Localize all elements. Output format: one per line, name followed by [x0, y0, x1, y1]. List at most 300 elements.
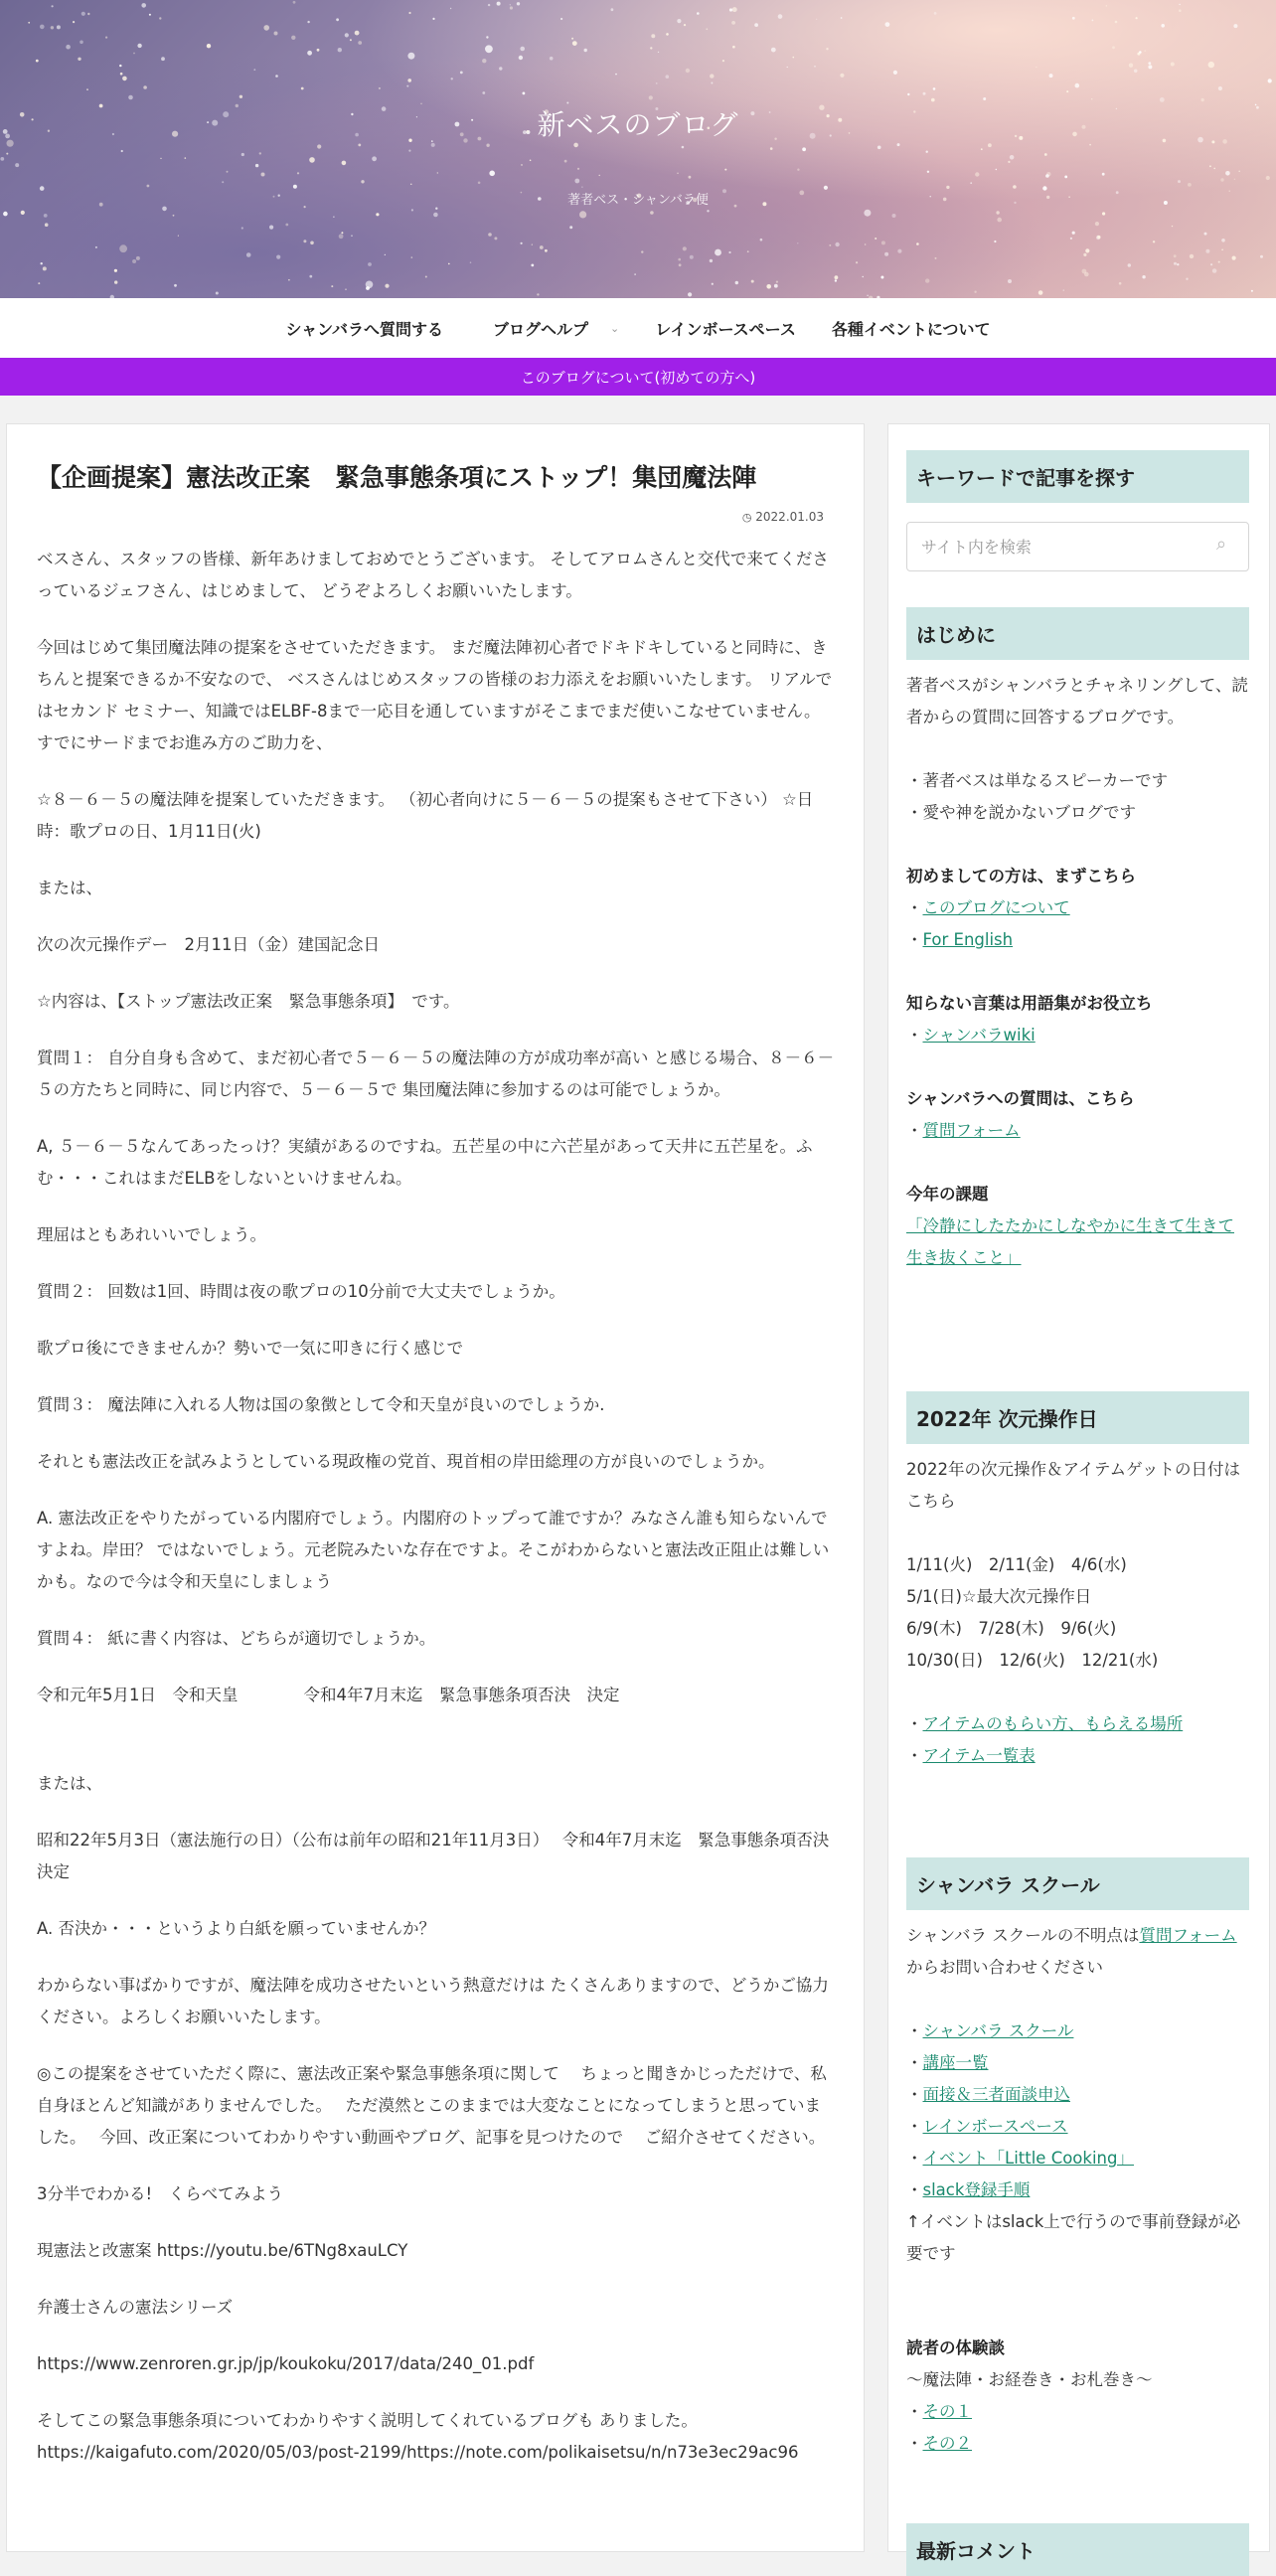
sparkle-dot — [787, 67, 788, 68]
link-row: ・面接＆三者面談申込 — [906, 2085, 1070, 2104]
school-link[interactable]: シャンバラ スクール — [922, 2021, 1074, 2040]
sparkle-dot — [114, 280, 117, 283]
sparkle-dot — [485, 45, 493, 53]
sparkle-dot — [893, 71, 897, 75]
sparkle-dot — [997, 218, 1002, 223]
readers-heading: 読者の体験談 — [906, 2338, 1005, 2357]
sidebar — [887, 423, 1270, 2563]
cooking-event-link[interactable]: イベント「Little Cooking」 — [922, 2149, 1134, 2168]
sparkle-dot — [732, 46, 735, 49]
sparkle-dot — [829, 244, 831, 246]
sparkle-dot — [1174, 262, 1177, 265]
link-row — [906, 1210, 1249, 1274]
sparkle-dot — [1174, 254, 1177, 257]
sparkle-dot — [1232, 256, 1236, 260]
site-title[interactable]: 新ベスのブログ — [537, 108, 739, 141]
article-card — [6, 423, 865, 2552]
paragraph: わからない事ばかりですが、魔法陣を成功させたいという熱意だけは たくさんありますので、どうかご協力ください。よろしくお願いいたします。 — [37, 1976, 829, 2026]
sparkle-dot — [760, 239, 763, 242]
paragraph: 質問１： 自分自身も含めて、まだ初心者で５－６－５の魔法陣の方が成功率が高い と感じる場合、８－６－５の方たちと同時に、同じ内容で、５－６－５で 集団魔法陣に参加するのは可能でしょうか。 — [37, 1048, 835, 1099]
courses-link[interactable]: 講座一覧 — [922, 2053, 989, 2072]
sparkle-dot — [147, 185, 150, 188]
sparkle-dot — [916, 242, 919, 245]
readers-sub: 〜魔法陣・お経巻き・お札巻き〜 — [906, 2370, 1153, 2389]
sparkle-dot — [137, 44, 141, 48]
readers-widget — [906, 2333, 1249, 2460]
sparkle-dot — [884, 252, 888, 256]
sparkle-dot — [715, 249, 721, 256]
sparkle-dot — [581, 187, 582, 188]
paragraph: https://kaigafuto.com/2020/05/03/post-2199/https://note.com/polikaisetsu/n/n73e3ec29ac96 — [37, 2443, 799, 2462]
paragraph: ☆内容は、【ストップ憲法改正案 緊急事態条項】 です。 — [37, 992, 460, 1011]
sparkle-dot — [1225, 171, 1230, 176]
sparkle-dot — [550, 57, 554, 61]
sparkle-dot — [1119, 282, 1122, 285]
sparkle-dot — [274, 32, 278, 36]
sparkle-dot — [1142, 275, 1145, 278]
sparkle-dot — [826, 48, 828, 50]
intro-text: 著者ベスがシャンバラとチャネリングして、読者からの質問に回答するブログです。 — [906, 676, 1248, 726]
sparkle-dot — [751, 280, 754, 283]
sparkle-dot — [105, 37, 107, 39]
bokeh-background — [0, 0, 1276, 298]
sparkle-dot — [517, 2, 520, 5]
for-english-link[interactable]: For English — [922, 930, 1014, 949]
sparkle-dot — [376, 213, 379, 216]
sparkle-dot — [1200, 98, 1203, 101]
sparkle-dot — [366, 281, 374, 289]
sparkle-dot — [564, 160, 567, 163]
sparkle-dot — [864, 210, 871, 217]
sparkle-dot — [1044, 153, 1047, 156]
link-row: ・レインボースペース — [906, 2117, 1068, 2136]
sparkle-dot — [540, 245, 544, 249]
sparkle-dot — [259, 152, 261, 154]
ops-date-row: 6/9(木) 7/28(木) 9/6(火) — [906, 1619, 1117, 1638]
sparkle-dot — [1161, 24, 1165, 28]
sparkle-dot — [497, 2, 501, 6]
sparkle-dot — [770, 147, 773, 150]
sparkle-dot — [1066, 90, 1068, 92]
sparkle-dot — [641, 250, 643, 252]
sparkle-dot — [448, 263, 450, 265]
sparkle-dot — [666, 75, 670, 79]
sparkle-dot — [73, 21, 75, 23]
interview-link[interactable]: 面接＆三者面談申込 — [922, 2085, 1070, 2104]
experience-link-1[interactable]: その１ — [922, 2402, 972, 2421]
sparkle-dot — [684, 24, 686, 26]
sparkle-dot — [408, 150, 410, 152]
sparkle-dot — [793, 57, 795, 59]
paragraph: A. 否決か・・・というより白紙を願っていませんか？ — [37, 1919, 435, 1938]
sparkle-dot — [133, 53, 135, 55]
sparkle-dot — [141, 3, 146, 8]
paragraph: 令和元年5月1日 令和天皇 令和4年7月末迄 緊急事態条項否決 決定 — [37, 1686, 620, 1704]
sparkle-dot — [451, 78, 453, 80]
sparkle-dot — [317, 49, 320, 52]
link-row: ・その２ — [906, 2434, 972, 2453]
sparkle-dot — [797, 242, 798, 243]
rainbow-space-link[interactable]: レインボースペース — [922, 2117, 1068, 2136]
sparkle-dot — [185, 157, 187, 159]
sparkle-dot — [530, 160, 532, 162]
sparkle-dot — [1148, 62, 1151, 65]
sparkle-dot — [934, 12, 937, 15]
sparkle-dot — [379, 87, 381, 89]
sparkle-dot — [307, 51, 312, 56]
sparkle-dot — [907, 93, 909, 95]
school-widget — [906, 1857, 1249, 2270]
item-list-link[interactable]: アイテム一覧表 — [922, 1746, 1036, 1765]
sparkle-dot — [52, 5, 54, 7]
first-time-heading: 初めましての方は、まずこちら — [906, 867, 1136, 886]
chevron-down-icon: ⌄ — [610, 321, 620, 335]
sparkle-dot — [241, 227, 243, 229]
sparkle-dot — [1172, 226, 1173, 227]
sparkle-dot — [136, 256, 140, 260]
sparkle-dot — [537, 293, 539, 295]
sparkle-dot — [358, 144, 361, 147]
sparkle-dot — [361, 180, 364, 183]
sparkle-dot — [406, 85, 408, 87]
sparkle-dot — [159, 17, 161, 19]
sparkle-dot — [975, 172, 979, 176]
sparkle-dot — [682, 146, 685, 149]
sparkle-dot — [345, 289, 346, 290]
link-row: ・その１ — [906, 2402, 972, 2421]
sparkle-dot — [1137, 53, 1140, 56]
sparkle-dot — [3, 212, 8, 217]
sparkle-dot — [706, 28, 708, 30]
sparkle-dot — [865, 243, 867, 245]
sparkle-dot — [686, 69, 690, 73]
sparkle-dot — [1136, 17, 1138, 19]
sparkle-dot — [478, 182, 481, 185]
sparkle-dot — [931, 98, 935, 102]
sparkle-dot — [925, 278, 929, 282]
sparkle-dot — [1072, 232, 1075, 235]
sparkle-dot — [656, 82, 658, 84]
sparkle-dot — [732, 7, 737, 12]
widget-title-school: シャンバラ スクール — [906, 1857, 1249, 1910]
sparkle-dot — [80, 41, 83, 45]
paragraph: 歌プロ後にできませんか？勢いで一気に叩きに行く感じで — [37, 1339, 463, 1358]
sparkle-dot — [368, 262, 372, 266]
sparkle-dot — [120, 73, 123, 76]
sparkle-dot — [835, 242, 839, 246]
nav-item-rainbow-space[interactable]: レインボースペース — [655, 319, 796, 339]
notice-bar-about-link[interactable]: このブログについて(初めての方へ) — [0, 358, 1276, 396]
sparkle-dot — [707, 210, 709, 212]
sparkle-dot — [275, 75, 278, 78]
sparkle-dot — [489, 171, 495, 177]
theme-heading: 今年の課題 — [906, 1185, 989, 1204]
nav-item-ask-shambhala[interactable]: シャンバラへ質問する — [285, 319, 444, 339]
sparkle-dot — [572, 41, 577, 46]
link-row: ・For English — [906, 930, 1014, 949]
sparkle-dot — [571, 38, 573, 40]
link-row: ・シャンバラ スクール — [906, 2021, 1074, 2040]
sparkle-dot — [173, 215, 175, 217]
link-row: ・アイテムのもらい方、もらえる場所 — [906, 1714, 1184, 1733]
sparkle-dot — [358, 41, 362, 45]
sparkle-dot — [778, 14, 783, 19]
sparkle-dot — [1049, 74, 1053, 78]
sparkle-dot — [307, 21, 309, 23]
sparkle-dot — [1220, 178, 1223, 181]
sparkle-dot — [710, 259, 713, 262]
sparkle-dot — [1106, 5, 1107, 6]
sparkle-dot — [178, 236, 179, 237]
sparkle-dot — [996, 211, 999, 214]
sparkle-dot — [1205, 249, 1209, 253]
sparkle-dot — [1153, 241, 1155, 242]
paragraph: または、 — [37, 1774, 102, 1793]
sparkle-dot — [510, 4, 511, 5]
sparkle-dot — [774, 284, 778, 288]
sparkle-dot — [132, 259, 136, 263]
paragraph: 理屈はともあれいいでしょう。 — [37, 1225, 266, 1244]
sparkle-dot — [766, 284, 771, 289]
sparkle-dot — [385, 284, 389, 288]
intro-bullet: ・愛や神を説かないブログです — [906, 803, 1136, 822]
sparkle-dot — [531, 264, 534, 267]
sparkle-dot — [1144, 50, 1146, 52]
sparkle-dot — [44, 214, 48, 218]
article-title: 【企画提案】憲法改正案 緊急事態条項にストップ！集団魔法陣 — [37, 463, 757, 492]
wiki-link[interactable]: シャンバラwiki — [922, 1026, 1036, 1045]
sparkle-dot — [927, 171, 929, 173]
sparkle-dot — [856, 261, 858, 263]
widget-title-search: キーワードで記事を探す — [906, 450, 1249, 503]
sparkle-dot — [1070, 238, 1072, 240]
sparkle-dot — [814, 66, 816, 68]
paragraph: 現憲法と改憲案 https://youtu.be/6TNg8xauLCY — [37, 2241, 408, 2260]
sparkle-dot — [95, 246, 97, 248]
sparkle-dot — [372, 156, 377, 161]
sparkle-dot — [411, 209, 413, 211]
sparkle-dot — [333, 217, 334, 218]
link-row: ・イベント「Little Cooking」 — [906, 2149, 1134, 2168]
sparkle-dot — [1160, 97, 1165, 102]
sparkle-dot — [1233, 24, 1237, 28]
sparkle-dot — [697, 12, 700, 15]
sparkle-dot — [309, 157, 315, 163]
school-note: ↑イベントはslack上で行うので事前登録が必要です — [906, 2212, 1241, 2263]
sparkle-dot — [114, 269, 117, 272]
sparkle-dot — [835, 275, 839, 279]
sparkle-dot — [21, 211, 25, 215]
sparkle-dot — [875, 238, 877, 240]
sparkle-dot — [689, 176, 692, 179]
sparkle-dot — [574, 179, 579, 184]
search-icon[interactable]: ⌕ — [1216, 534, 1227, 555]
sparkle-dot — [532, 244, 533, 245]
intro-bullet: ・著者ベスは単なるスピーカーです — [906, 771, 1169, 790]
paragraph: A, ５－６－５なんてあったっけ？実績があるのですね。五芒星の中に六芒星があって天井に五芒星を。ふむ・・・これはまだELBをしないといけませんね。 — [37, 1137, 813, 1188]
sparkle-dot — [926, 151, 928, 153]
sparkle-dot — [510, 6, 513, 9]
sparkle-dot — [486, 36, 488, 38]
sparkle-dot — [1218, 86, 1222, 90]
sparkle-dot — [342, 161, 347, 166]
sparkle-dot — [1186, 278, 1188, 280]
sparkle-dot — [988, 143, 992, 147]
sparkle-dot — [521, 164, 522, 165]
sparkle-dot — [293, 1, 296, 4]
sparkle-dot — [1102, 212, 1105, 215]
sparkle-dot — [1212, 268, 1217, 273]
slack-link[interactable]: slack登録手順 — [922, 2180, 1031, 2199]
ops-widget — [906, 1391, 1249, 1772]
sparkle-dot — [488, 233, 492, 237]
sparkle-dot — [350, 39, 352, 41]
item-howto-link[interactable]: アイテムのもらい方、もらえる場所 — [922, 1714, 1184, 1733]
sparkle-dot — [1128, 263, 1131, 266]
sparkle-dot — [57, 25, 61, 29]
sparkle-dot — [227, 171, 229, 173]
sparkle-dot — [43, 266, 47, 270]
sparkle-dot — [615, 74, 617, 76]
sparkle-dot — [650, 47, 652, 49]
sparkle-dot — [577, 168, 579, 170]
sparkle-dot — [1260, 255, 1263, 258]
sparkle-dot — [1251, 290, 1253, 292]
sparkle-dot — [253, 69, 255, 71]
sparkle-dot — [1102, 173, 1105, 176]
sparkle-dot — [15, 163, 19, 167]
sparkle-dot — [255, 164, 258, 167]
sparkle-dot — [880, 276, 883, 279]
theme-link[interactable]: 「冷静にしたたかにしなやかに生きて生きて生き抜くこと」 — [906, 1216, 1234, 1267]
school-question-form-link[interactable]: 質問フォーム — [1139, 1926, 1237, 1945]
sparkle-dot — [897, 249, 901, 253]
sparkle-dot — [569, 226, 572, 229]
sparkle-dot — [1092, 20, 1094, 22]
sparkle-dot — [1129, 63, 1133, 67]
sparkle-dot — [45, 223, 49, 227]
paragraph: 質問４： 紙に書く内容は、どちらが適切でしょうか。 — [37, 1629, 436, 1648]
link-row: ・このブログについて — [906, 898, 1070, 917]
sparkle-dot — [1209, 165, 1211, 167]
sparkle-dot — [470, 261, 472, 263]
sparkle-dot — [1063, 289, 1064, 290]
paragraph: 3分半でわかる! くらべてみよう — [37, 2184, 284, 2203]
sparkle-dot — [802, 147, 806, 151]
sparkle-dot — [710, 74, 714, 78]
sparkle-dot — [650, 211, 654, 215]
sparkle-dot — [1148, 65, 1152, 69]
paragraph: A. 憲法改正をやりたがっている内閣府でしょう。内閣府のトップって誰ですか？みなさん誰も知らないんですよね。岸田？ ではないでしょう。元老院みたいな存在ですよ。そこがわからないと憲法改正阻止は難しいかも。なので今は令和天皇にしましょう — [37, 1509, 830, 1591]
sparkle-dot — [1095, 222, 1099, 226]
paragraph: それとも憲法改正を試みようとしている現政権の党首、現首相の岸田総理の方が良いのでしょうか。 — [37, 1452, 775, 1471]
sparkle-dot — [545, 249, 548, 252]
sparkle-dot — [437, 172, 438, 173]
nav-item-blog-help[interactable]: ブログヘルプ ⌄ — [493, 319, 620, 339]
sparkle-dot — [1208, 62, 1214, 68]
sparkle-dot — [1008, 279, 1012, 283]
link-row: ・講座一覧 — [906, 2053, 989, 2072]
sparkle-dot — [1134, 70, 1138, 74]
sparkle-dot — [355, 31, 360, 36]
sparkle-dot — [923, 92, 926, 95]
sparkle-dot — [425, 276, 427, 278]
sparkle-dot — [573, 143, 578, 148]
sparkle-dot — [712, 283, 714, 285]
paragraph: ベスさん、スタッフの皆様、新年あけましておめでとうございます。 そしてアロムさんと交代で来てくださっているジェフさん、はじめまして、 どうぞよろしくお願いいたします。 — [37, 550, 829, 600]
sparkle-dot — [482, 91, 485, 94]
ops-date-row: 10/30(日) 12/6(火) 12/21(水) — [906, 1651, 1159, 1670]
sparkle-dot — [840, 74, 844, 78]
sparkle-dot — [331, 285, 333, 287]
sparkle-dot — [1112, 46, 1115, 49]
experience-link-2[interactable]: その２ — [922, 2434, 972, 2453]
sparkle-dot — [407, 53, 414, 60]
ops-text: 2022年の次元操作＆アイテムゲットの日付はこちら — [906, 1460, 1241, 1511]
sparkle-dot — [933, 87, 936, 90]
article-body — [37, 544, 846, 2469]
sparkle-dot — [1218, 261, 1220, 263]
sparkle-dot — [149, 14, 151, 16]
sparkle-dot — [336, 18, 339, 21]
sparkle-dot — [431, 143, 435, 147]
sparkle-dot — [1178, 180, 1181, 183]
link-row: ・アイテム一覧表 — [906, 1746, 1036, 1765]
ops-date-row: 1/11(火) 2/11(金) 4/6(水) — [906, 1555, 1127, 1574]
sparkle-dot — [341, 232, 343, 234]
sparkle-dot — [520, 47, 525, 52]
sparkle-dot — [433, 213, 438, 218]
sparkle-dot — [285, 224, 288, 227]
sparkle-dot — [1188, 183, 1192, 187]
sparkle-dot — [892, 214, 896, 218]
about-blog-link[interactable]: このブログについて — [922, 898, 1070, 917]
link-row: ・slack登録手順 — [906, 2180, 1031, 2199]
sparkle-dot — [317, 144, 321, 148]
sparkle-dot — [1238, 171, 1240, 173]
sparkle-dot — [66, 45, 71, 50]
sparkle-dot — [411, 256, 413, 258]
sparkle-dot — [841, 17, 843, 19]
paragraph: ☆８－６－５の魔法陣を提案していただきます。 （初心者向けに５－６－５の提案もさせて下さい） ☆日時：歌プロの日、1月11日(火) — [37, 790, 814, 841]
search-input[interactable] — [906, 522, 1249, 571]
sparkle-dot — [634, 273, 635, 274]
sparkle-dot — [649, 95, 653, 99]
sparkle-dot — [1266, 176, 1270, 180]
main-nav — [0, 298, 1276, 358]
sparkle-dot — [174, 284, 177, 287]
sparkle-dot — [276, 255, 280, 259]
sparkle-dot — [310, 242, 314, 245]
sparkle-dot — [877, 146, 881, 150]
nav-item-events[interactable]: 各種イベントについて — [831, 319, 991, 339]
sparkle-dot — [410, 184, 411, 185]
sparkle-dot — [523, 92, 526, 95]
sparkle-dot — [729, 8, 732, 11]
sparkle-dot — [1072, 17, 1075, 20]
sparkle-dot — [1268, 79, 1272, 82]
sparkle-dot — [731, 21, 735, 25]
sparkle-dot — [122, 77, 127, 81]
sparkle-dot — [885, 22, 890, 27]
question-form-link[interactable]: 質問フォーム — [922, 1121, 1021, 1140]
sparkle-dot — [1190, 254, 1194, 258]
sparkle-dot — [460, 72, 463, 75]
sparkle-dot — [297, 172, 299, 174]
sparkle-dot — [897, 143, 900, 146]
sparkle-dot — [407, 79, 411, 82]
sparkle-dot — [408, 12, 410, 14]
